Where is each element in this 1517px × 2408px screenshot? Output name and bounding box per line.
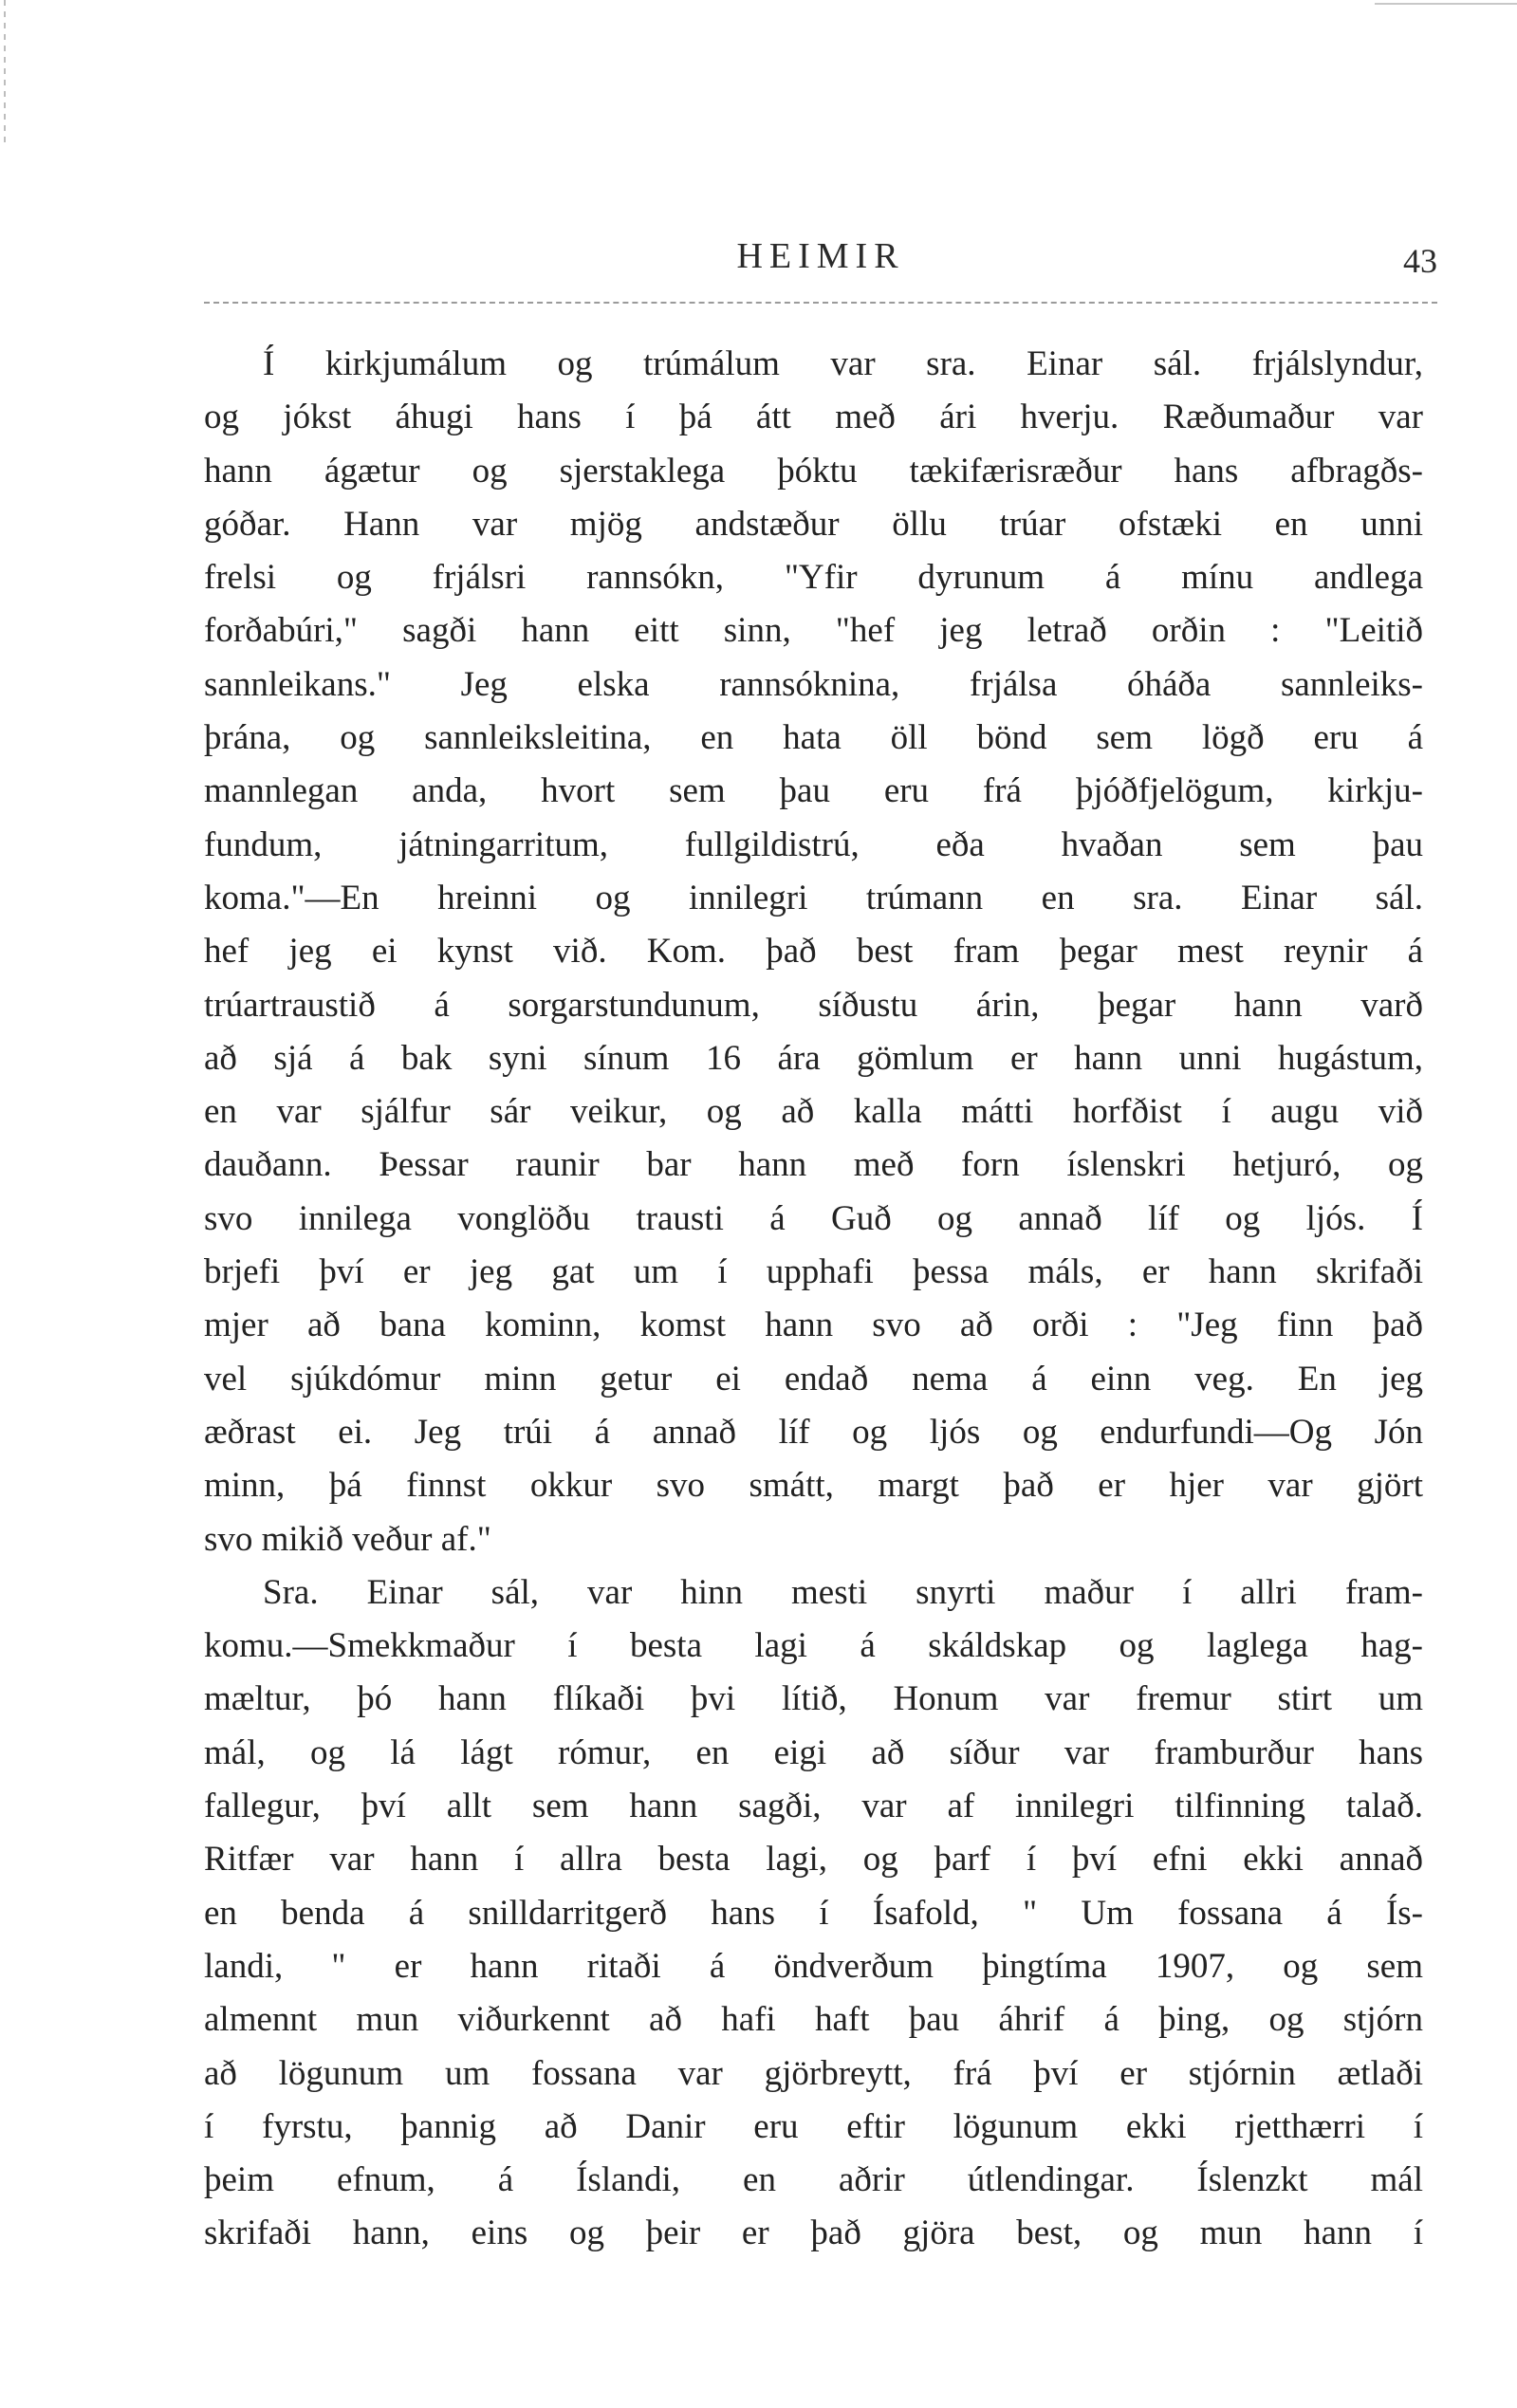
page-number: 43 — [1403, 242, 1437, 280]
text-line: hann ágætur og sjerstaklega þóktu tækifærisræður hans afbragðs- — [204, 451, 1423, 491]
text-line: Í kirkjumálum og trúmálum var sra. Einar sál. frjálslyndur, — [263, 344, 1423, 383]
text-line: trúartraustið á sorgarstundunum, síðustu árin, þegar hann varð — [204, 985, 1423, 1025]
text-line: góðar. Hann var mjög andstæður öllu trúar ofstæki en unni — [204, 504, 1423, 544]
text-line: svo innilega vonglöðu trausti á Guð og annað líf og ljós. Í — [204, 1198, 1423, 1238]
scan-corner-mark — [1375, 3, 1517, 5]
text-line: og jókst áhugi hans í þá átt með ári hverju. Ræðumaður var — [204, 398, 1423, 437]
text-line: almennt mun viðurkennt að hafi haft þau áhrif á þing, og stjórn — [204, 2000, 1423, 2040]
text-line: Ritfær var hann í allra besta lagi, og þarf í því efni ekki annað — [204, 1840, 1423, 1880]
text-line: þeim efnum, á Íslandi, en aðrir útlendingar. Íslenzkt mál — [204, 2160, 1423, 2200]
text-line: vel sjúkdómur minn getur ei endað nema á einn veg. En jeg — [204, 1359, 1423, 1398]
header-rule — [204, 302, 1437, 304]
text-line: Sra. Einar sál, var hinn mesti snyrti maður í allri fram- — [263, 1572, 1423, 1612]
text-line: forðabúri," sagði hann eitt sinn, "hef jeg letrað orðin : "Leitið — [204, 611, 1423, 651]
body-text — [204, 338, 1423, 2261]
text-line: sannleikans." Jeg elska rannsóknina, frjálsa óháða sannleiks- — [204, 664, 1423, 704]
text-line: mjer að bana kominn, komst hann svo að orði : "Jeg finn það — [204, 1306, 1423, 1345]
text-line: í fyrstu, þannig að Danir eru eftir lögunum ekki rjetthærri í — [204, 2106, 1423, 2146]
text-line: þrána, og sannleiksleitina, en hata öll bönd sem lögð eru á — [204, 718, 1423, 758]
text-line: fallegur, því allt sem hann sagði, var af innilegri tilfinning talað. — [204, 1787, 1423, 1826]
text-line: brjefi því er jeg gat um í upphafi þessa máls, er hann skrifaði — [204, 1252, 1423, 1292]
text-line: frelsi og frjálsri rannsókn, "Yfir dyrunum á mínu andlega — [204, 558, 1423, 598]
text-line: minn, þá finnst okkur svo smátt, margt það er hjer var gjört — [204, 1466, 1423, 1506]
text-line: að lögunum um fossana var gjörbreytt, frá því er stjórnin ætlaði — [204, 2053, 1423, 2093]
text-line: fundum, játningarritum, fullgildistrú, eða hvaðan sem þau — [204, 824, 1423, 864]
text-line: mál, og lá lágt rómur, en eigi að síður var framburður hans — [204, 1732, 1423, 1772]
text-line: dauðann. Þessar raunir bar hann með forn íslenskri hetjuró, og — [204, 1145, 1423, 1185]
text-line: mæltur, þó hann flíkaði þvi lítið, Honum var fremur stirt um — [204, 1679, 1423, 1719]
text-line: koma."—En hreinni og innilegri trúmann en sra. Einar sál. — [204, 878, 1423, 917]
scan-edge-mark — [4, 0, 6, 142]
text-line: landi, " er hann ritaði á öndverðum þingtíma 1907, og sem — [204, 1946, 1423, 1986]
text-line: en benda á snilldarritgerð hans í Ísafold, " Um fossana á Ís- — [204, 1893, 1423, 1933]
running-title: HEIMIR — [736, 236, 905, 276]
text-line: mannlegan anda, hvort sem þau eru frá þjóðfjelögum, kirkju- — [204, 771, 1423, 811]
running-head — [204, 235, 1437, 292]
text-line: komu.—Smekkmaður í besta lagi á skáldskap og laglega hag- — [204, 1626, 1423, 1666]
text-line: æðrast ei. Jeg trúi á annað líf og ljós og endurfundi—Og Jón — [204, 1412, 1423, 1452]
text-line: skrifaði hann, eins og þeir er það gjöra best, og mun hann í — [204, 2214, 1423, 2253]
text-line: en var sjálfur sár veikur, og að kalla mátti horfðist í augu við — [204, 1092, 1423, 1132]
text-line: að sjá á bak syni sínum 16 ára gömlum er hann unni hugástum, — [204, 1038, 1423, 1078]
text-line-paragraph-end: svo mikið veður af." — [204, 1519, 491, 1559]
text-line: hef jeg ei kynst við. Kom. það best fram þegar mest reynir á — [204, 932, 1423, 972]
